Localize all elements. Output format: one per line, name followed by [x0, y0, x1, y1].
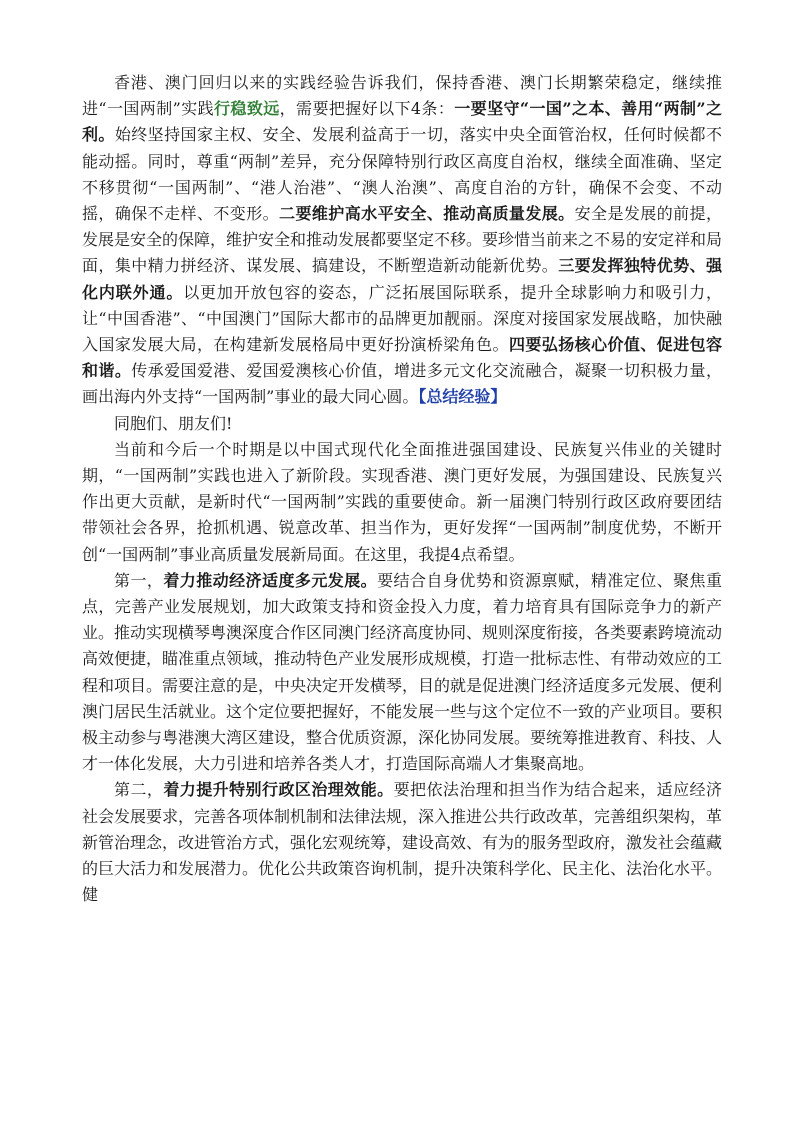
emphasis-text: 二要维护高水平安全、推动高质量发展。 — [279, 204, 575, 224]
emphasis-text: 一要坚守“一国”之本、善用“两制”之利。 — [82, 99, 722, 145]
body-text: 第一， — [114, 570, 164, 590]
body-text: 要把依法治理和担当作为结合起来，适应经济社会发展要求，完善各项体制机制和法律法规，深入推进公共行政改革，完善组织架构，革新管治理念，改进管治方式，强化宏观统筹，建设高效、有为的服务型政府，激发社会蕴藏的巨大活力和发展潜力。优化公共政策咨询机制，提升决策科学化、民主化、法治化水平。健 — [82, 780, 723, 905]
emphasis-text: 着力提升特别行政区治理效能。 — [163, 780, 394, 800]
emphasis-text: 四要弘扬核心价值、促进包容和谐。 — [82, 335, 722, 381]
body-text: 传承爱国爱港、爱国爱澳核心价值，增进多元文化交流融合，凝聚一切积极力量，画出海内外支持“一国两制”事业的最大同心圆。 — [82, 361, 722, 407]
paragraph — [82, 437, 722, 568]
paragraph — [82, 70, 722, 411]
body-text: 第二， — [114, 780, 164, 800]
body-text: 香港、澳门回归以来的实践经验告诉我们，保持香港、澳门长期繁荣稳定，继续推进“一国两制”实践 — [82, 73, 722, 119]
emphasis-text: 三要发挥独特优势、强化内联外通。 — [82, 256, 722, 302]
body-text: 始终坚持国家主权、安全、发展利益高于一切，落实中央全面管治权，任何时候都不能动摇。同时，尊重“两制”差异，充分保障特别行政区高度自治权，继续全面准确、坚定不移贯彻“一国两制”、“港人治港”、“澳人治澳”、高度自治的方针，确保不会变、不动摇，确保不走样、不变形。 — [82, 125, 722, 224]
body-text: 以更加开放包容的姿态，广泛拓展国际联系，提升全球影响力和吸引力，让“中国香港”、“中国澳门”国际大都市的品牌更加靓丽。深度对接国家发展战略，加快融入国家发展大局，在构建新发展格局中更好扮演桥梁角色。 — [82, 282, 722, 355]
paragraph — [82, 777, 722, 908]
paragraph — [82, 411, 722, 437]
document-body — [82, 70, 722, 909]
body-text: ，需要把握好以下4条： — [279, 99, 455, 119]
emphasis-text: 行稳致远 — [214, 99, 280, 119]
section-tag: 【总结经验】 — [418, 387, 507, 407]
body-text: 同胞们、朋友们! — [114, 413, 233, 433]
paragraph — [82, 568, 722, 778]
body-text: 当前和今后一个时期是以中国式现代化全面推进强国建设、民族复兴伟业的关键时期，“一国两制”实践也进入了新阶段。实现香港、澳门更好发展，为强国建设、民族复兴作出更大贡献，是新时代“一国两制”实践的重要使命。新一届澳门特别行政区政府要团结带领社会各界，抢抓机遇、锐意改革、担当作为，更好发挥“一国两制”制度优势，不断开创“一国两制”事业高质量发展新局面。在这里，我提4点希望。 — [82, 439, 722, 564]
body-text: 安全是发展的前提，发展是安全的保障，维护安全和推动发展都要坚定不移。要珍惜当前来之不易的安定祥和局面，集中精力拼经济、谋发展、搞建设，不断塑造新动能新优势。 — [82, 204, 723, 276]
emphasis-text: 着力推动经济适度多元发展。 — [163, 570, 378, 590]
body-text: 要结合自身优势和资源禀赋，精准定位、聚焦重点，完善产业发展规划，加大政策支持和资金投入力度，着力培育具有国际竞争力的新产业。推动实现横琴粤澳深度合作区同澳门经济高度协同、规则深度衔接，各类要素跨境流动高效便捷，瞄准重点领域，推动特色产业发展形成规模，打造一批标志性、有带动效应的工程和项目。需要注意的是，中央决定开发横琴，目的就是促进澳门经济适度多元发展、便利澳门居民生活就业。这个定位要把握好，不能发展一些与这个定位不一致的产业项目。要积极主动参与粤港澳大湾区建设，整合优质资源，深化协同发展。要统筹推进教育、科技、人才一体化发展，大力引进和培养各类人才，打造国际高端人才集聚高地。 — [82, 570, 723, 774]
